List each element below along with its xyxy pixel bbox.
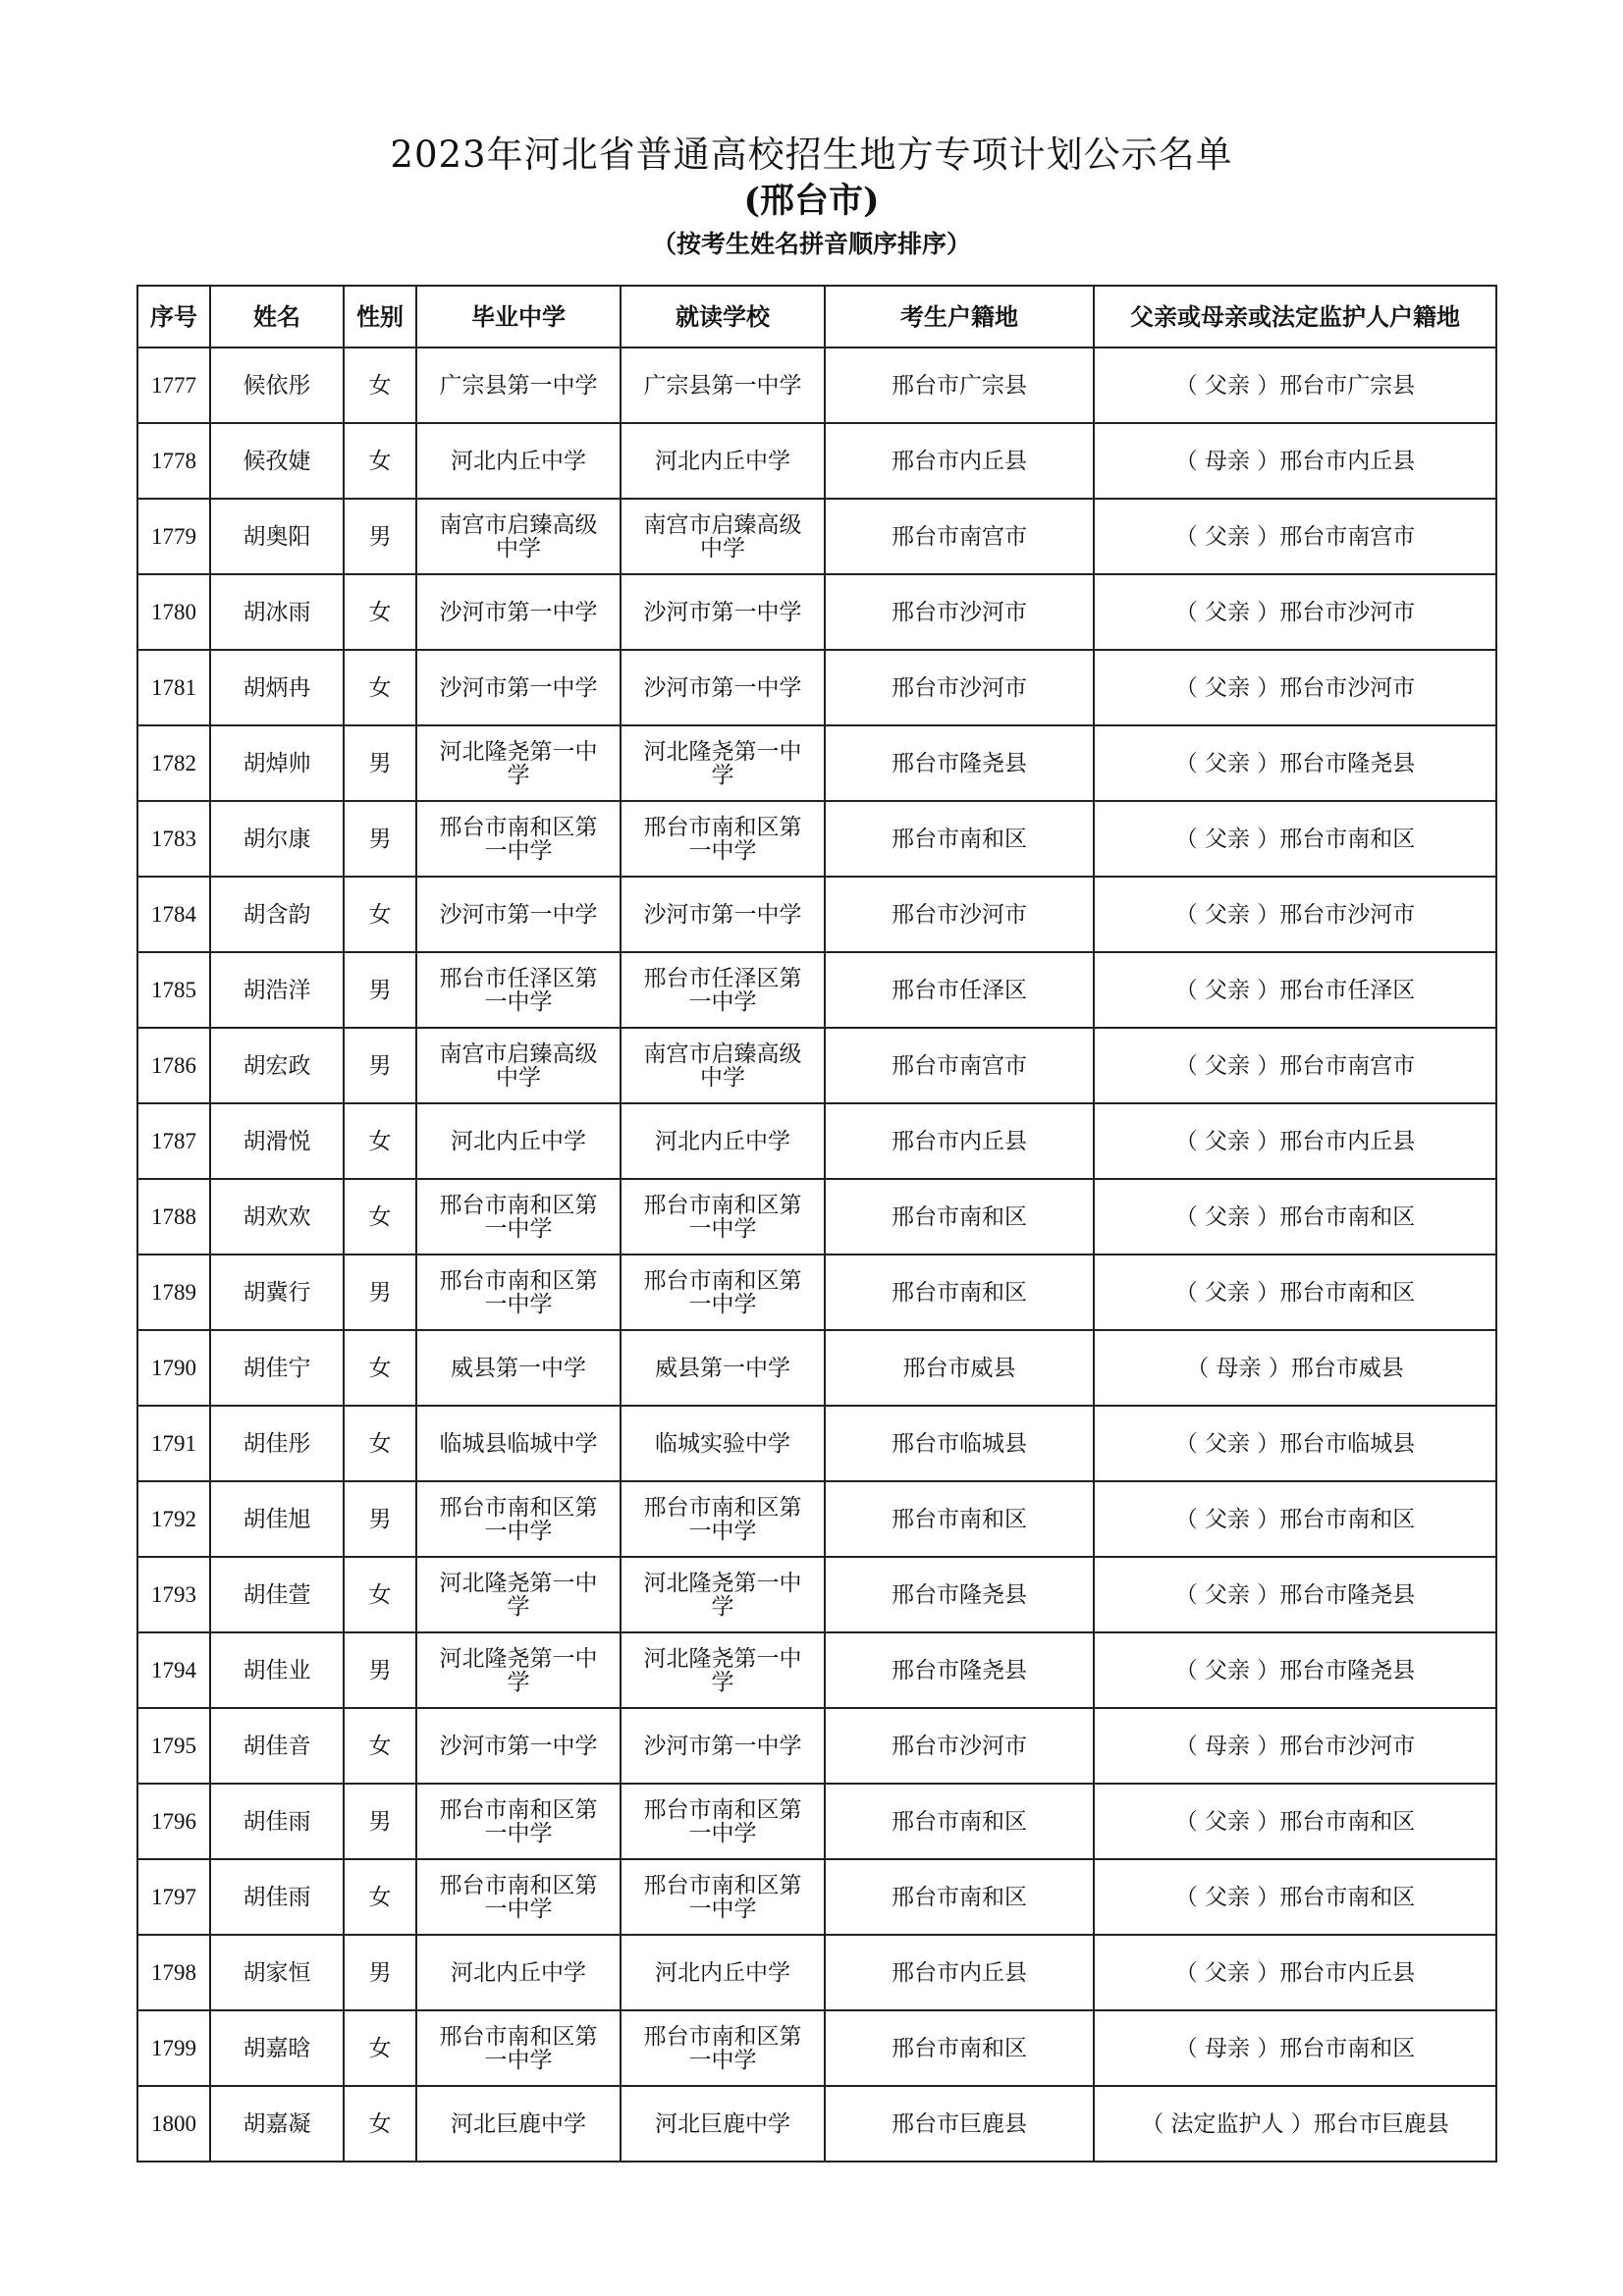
graduation-school-cell: 邢台市南和区第一中学 [416,1859,621,1935]
graduation-school-cell: 沙河市第一中学 [416,574,621,650]
gender-cell: 女 [344,1406,416,1481]
table-row [137,2086,1496,2162]
table-row [137,574,1496,650]
header-row [137,286,1496,347]
name-cell: 胡佳雨 [210,1859,344,1935]
candidate-hukou-cell: 邢台市内丘县 [825,423,1094,499]
guardian-hukou-cell: （ 父亲 ）邢台市隆尧县 [1094,1632,1496,1708]
guardian-hukou-cell: （ 父亲 ）邢台市沙河市 [1094,877,1496,952]
seq-cell: 1783 [137,801,210,877]
guardian-hukou-cell: （ 父亲 ）邢台市临城县 [1094,1406,1496,1481]
current-school-cell: 邢台市南和区第一中学 [621,1481,825,1557]
graduation-school-cell: 河北内丘中学 [416,1935,621,2010]
gender-cell: 男 [344,1935,416,2010]
name-cell: 胡嘉凝 [210,2086,344,2162]
name-cell: 胡焯帅 [210,725,344,801]
candidate-hukou-cell: 邢台市南和区 [825,801,1094,877]
current-school-cell: 邢台市南和区第一中学 [621,1784,825,1859]
candidate-hukou-cell: 邢台市沙河市 [825,877,1094,952]
table-row [137,952,1496,1028]
name-cell: 胡宏政 [210,1028,344,1103]
current-school-cell: 河北隆尧第一中学 [621,725,825,801]
current-school-cell: 沙河市第一中学 [621,877,825,952]
candidate-hukou-cell: 邢台市南和区 [825,2010,1094,2086]
gender-cell: 女 [344,347,416,423]
table-row [137,1028,1496,1103]
graduation-school-cell: 河北隆尧第一中学 [416,1632,621,1708]
seq-cell: 1793 [137,1557,210,1632]
seq-cell: 1782 [137,725,210,801]
name-cell: 胡佳宁 [210,1330,344,1406]
name-cell: 胡嘉晗 [210,2010,344,2086]
gender-cell: 男 [344,801,416,877]
name-cell: 胡炳冉 [210,650,344,725]
column-header-name: 姓名 [210,286,344,347]
gender-cell: 男 [344,1255,416,1330]
graduation-school-cell: 邢台市南和区第一中学 [416,801,621,877]
graduation-school-cell: 河北内丘中学 [416,1103,621,1179]
current-school-cell: 邢台市南和区第一中学 [621,1179,825,1255]
sort-note: （按考生姓名拼音顺序排序） [651,230,971,258]
column-header-current-school: 就读学校 [621,286,825,347]
name-cell: 候依彤 [210,347,344,423]
graduation-school-cell: 邢台市南和区第一中学 [416,1784,621,1859]
column-header-gender: 性别 [344,286,416,347]
guardian-hukou-cell: （ 父亲 ）邢台市南和区 [1094,1859,1496,1935]
graduation-school-cell: 广宗县第一中学 [416,347,621,423]
seq-cell: 1795 [137,1708,210,1784]
guardian-hukou-cell: （ 父亲 ）邢台市南和区 [1094,1481,1496,1557]
gender-cell: 男 [344,1632,416,1708]
candidate-hukou-cell: 邢台市南和区 [825,1255,1094,1330]
current-school-cell: 河北隆尧第一中学 [621,1632,825,1708]
current-school-cell: 南宫市启臻高级中学 [621,499,825,574]
graduation-school-cell: 邢台市任泽区第一中学 [416,952,621,1028]
seq-cell: 1791 [137,1406,210,1481]
page-title: 2023年河北省普通高校招生地方专项计划公示名单 [390,133,1233,176]
candidate-hukou-cell: 邢台市南和区 [825,1481,1094,1557]
gender-cell: 女 [344,1330,416,1406]
graduation-school-cell: 威县第一中学 [416,1330,621,1406]
guardian-hukou-cell: （ 父亲 ）邢台市南宫市 [1094,1028,1496,1103]
current-school-cell: 广宗县第一中学 [621,347,825,423]
table-row [137,1632,1496,1708]
graduation-school-cell: 邢台市南和区第一中学 [416,1179,621,1255]
guardian-hukou-cell: （ 母亲 ）邢台市南和区 [1094,2010,1496,2086]
table-row [137,1179,1496,1255]
gender-cell: 女 [344,1708,416,1784]
table-row [137,801,1496,877]
seq-cell: 1796 [137,1784,210,1859]
table-row [137,1784,1496,1859]
gender-cell: 女 [344,877,416,952]
seq-cell: 1781 [137,650,210,725]
current-school-cell: 邢台市任泽区第一中学 [621,952,825,1028]
candidate-hukou-cell: 邢台市隆尧县 [825,725,1094,801]
gender-cell: 女 [344,650,416,725]
guardian-hukou-cell: （ 母亲 ）邢台市内丘县 [1094,423,1496,499]
name-cell: 胡冀行 [210,1255,344,1330]
gender-cell: 女 [344,1179,416,1255]
seq-cell: 1789 [137,1255,210,1330]
candidate-hukou-cell: 邢台市南宫市 [825,499,1094,574]
candidate-hukou-cell: 邢台市广宗县 [825,347,1094,423]
graduation-school-cell: 南宫市启臻高级中学 [416,1028,621,1103]
graduation-school-cell: 沙河市第一中学 [416,1708,621,1784]
name-cell: 胡尔康 [210,801,344,877]
table-row [137,423,1496,499]
candidate-hukou-cell: 邢台市内丘县 [825,1935,1094,2010]
column-header-seq: 序号 [137,286,210,347]
name-cell: 胡佳雨 [210,1784,344,1859]
table-row [137,1103,1496,1179]
current-school-cell: 河北隆尧第一中学 [621,1557,825,1632]
seq-cell: 1780 [137,574,210,650]
gender-cell: 女 [344,2010,416,2086]
seq-cell: 1790 [137,1330,210,1406]
seq-cell: 1787 [137,1103,210,1179]
seq-cell: 1794 [137,1632,210,1708]
name-cell: 胡佳旭 [210,1481,344,1557]
guardian-hukou-cell: （ 父亲 ）邢台市南和区 [1094,1179,1496,1255]
gender-cell: 男 [344,1784,416,1859]
candidate-hukou-cell: 邢台市沙河市 [825,1708,1094,1784]
seq-cell: 1778 [137,423,210,499]
current-school-cell: 邢台市南和区第一中学 [621,1255,825,1330]
guardian-hukou-cell: （ 父亲 ）邢台市南宫市 [1094,499,1496,574]
seq-cell: 1785 [137,952,210,1028]
candidate-table [136,285,1497,2163]
page-subtitle: (邢台市) [743,181,880,221]
guardian-hukou-cell: （ 法定监护人 ）邢台市巨鹿县 [1094,2086,1496,2162]
graduation-school-cell: 邢台市南和区第一中学 [416,1255,621,1330]
gender-cell: 女 [344,1859,416,1935]
seq-cell: 1797 [137,1859,210,1935]
gender-cell: 女 [344,1557,416,1632]
current-school-cell: 临城实验中学 [621,1406,825,1481]
graduation-school-cell: 河北隆尧第一中学 [416,725,621,801]
guardian-hukou-cell: （ 父亲 ）邢台市内丘县 [1094,1935,1496,2010]
column-header-guardian-hukou: 父亲或母亲或法定监护人户籍地 [1094,286,1496,347]
candidate-hukou-cell: 邢台市沙河市 [825,650,1094,725]
guardian-hukou-cell: （ 父亲 ）邢台市隆尧县 [1094,1557,1496,1632]
name-cell: 胡含韵 [210,877,344,952]
name-cell: 胡冰雨 [210,574,344,650]
table-body [137,347,1496,2162]
guardian-hukou-cell: （ 父亲 ）邢台市南和区 [1094,1784,1496,1859]
name-cell: 胡家恒 [210,1935,344,2010]
seq-cell: 1798 [137,1935,210,2010]
guardian-hukou-cell: （ 父亲 ）邢台市任泽区 [1094,952,1496,1028]
seq-cell: 1784 [137,877,210,952]
name-cell: 胡佳音 [210,1708,344,1784]
candidate-hukou-cell: 邢台市沙河市 [825,574,1094,650]
gender-cell: 女 [344,423,416,499]
name-cell: 胡佳萱 [210,1557,344,1632]
candidate-hukou-cell: 邢台市隆尧县 [825,1632,1094,1708]
name-cell: 胡浩洋 [210,952,344,1028]
gender-cell: 男 [344,1481,416,1557]
table-row [137,650,1496,725]
table-row [137,2010,1496,2086]
graduation-school-cell: 邢台市南和区第一中学 [416,2010,621,2086]
guardian-hukou-cell: （ 父亲 ）邢台市沙河市 [1094,574,1496,650]
guardian-hukou-cell: （ 父亲 ）邢台市南和区 [1094,1255,1496,1330]
current-school-cell: 南宫市启臻高级中学 [621,1028,825,1103]
current-school-cell: 河北内丘中学 [621,423,825,499]
current-school-cell: 河北内丘中学 [621,1103,825,1179]
name-cell: 胡佳彤 [210,1406,344,1481]
table-row [137,1859,1496,1935]
current-school-cell: 沙河市第一中学 [621,574,825,650]
gender-cell: 男 [344,725,416,801]
gender-cell: 男 [344,499,416,574]
table-row [137,1481,1496,1557]
table-header [137,286,1496,347]
graduation-school-cell: 河北巨鹿中学 [416,2086,621,2162]
seq-cell: 1788 [137,1179,210,1255]
guardian-hukou-cell: （ 母亲 ）邢台市沙河市 [1094,1708,1496,1784]
graduation-school-cell: 河北隆尧第一中学 [416,1557,621,1632]
guardian-hukou-cell: （ 母亲 ）邢台市威县 [1094,1330,1496,1406]
graduation-school-cell: 南宫市启臻高级中学 [416,499,621,574]
name-cell: 胡滑悦 [210,1103,344,1179]
candidate-hukou-cell: 邢台市南和区 [825,1179,1094,1255]
guardian-hukou-cell: （ 父亲 ）邢台市南和区 [1094,801,1496,877]
current-school-cell: 邢台市南和区第一中学 [621,2010,825,2086]
candidate-hukou-cell: 邢台市南和区 [825,1859,1094,1935]
gender-cell: 女 [344,1103,416,1179]
seq-cell: 1800 [137,2086,210,2162]
name-cell: 胡欢欢 [210,1179,344,1255]
current-school-cell: 威县第一中学 [621,1330,825,1406]
table-row [137,1557,1496,1632]
current-school-cell: 邢台市南和区第一中学 [621,801,825,877]
gender-cell: 女 [344,574,416,650]
graduation-school-cell: 河北内丘中学 [416,423,621,499]
graduation-school-cell: 沙河市第一中学 [416,877,621,952]
table-row [137,1935,1496,2010]
table-row [137,1255,1496,1330]
candidate-hukou-cell: 邢台市任泽区 [825,952,1094,1028]
table-row [137,1330,1496,1406]
seq-cell: 1792 [137,1481,210,1557]
name-cell: 候孜婕 [210,423,344,499]
name-cell: 胡奥阳 [210,499,344,574]
current-school-cell: 邢台市南和区第一中学 [621,1859,825,1935]
current-school-cell: 河北内丘中学 [621,1935,825,2010]
graduation-school-cell: 临城县临城中学 [416,1406,621,1481]
current-school-cell: 河北巨鹿中学 [621,2086,825,2162]
graduation-school-cell: 沙河市第一中学 [416,650,621,725]
table-row [137,1708,1496,1784]
current-school-cell: 沙河市第一中学 [621,1708,825,1784]
gender-cell: 男 [344,1028,416,1103]
table-row [137,499,1496,574]
candidate-hukou-cell: 邢台市威县 [825,1330,1094,1406]
table-row [137,347,1496,423]
column-header-candidate-hukou: 考生户籍地 [825,286,1094,347]
candidate-hukou-cell: 邢台市南和区 [825,1784,1094,1859]
candidate-hukou-cell: 邢台市临城县 [825,1406,1094,1481]
column-header-graduation-school: 毕业中学 [416,286,621,347]
table-row [137,725,1496,801]
gender-cell: 女 [344,2086,416,2162]
candidate-hukou-cell: 邢台市隆尧县 [825,1557,1094,1632]
seq-cell: 1777 [137,347,210,423]
guardian-hukou-cell: （ 父亲 ）邢台市沙河市 [1094,650,1496,725]
candidate-hukou-cell: 邢台市巨鹿县 [825,2086,1094,2162]
seq-cell: 1786 [137,1028,210,1103]
seq-cell: 1779 [137,499,210,574]
table-row [137,877,1496,952]
table-row [137,1406,1496,1481]
current-school-cell: 沙河市第一中学 [621,650,825,725]
guardian-hukou-cell: （ 父亲 ）邢台市内丘县 [1094,1103,1496,1179]
guardian-hukou-cell: （ 父亲 ）邢台市广宗县 [1094,347,1496,423]
gender-cell: 男 [344,952,416,1028]
candidate-hukou-cell: 邢台市南宫市 [825,1028,1094,1103]
name-cell: 胡佳业 [210,1632,344,1708]
candidate-hukou-cell: 邢台市内丘县 [825,1103,1094,1179]
guardian-hukou-cell: （ 父亲 ）邢台市隆尧县 [1094,725,1496,801]
graduation-school-cell: 邢台市南和区第一中学 [416,1481,621,1557]
seq-cell: 1799 [137,2010,210,2086]
